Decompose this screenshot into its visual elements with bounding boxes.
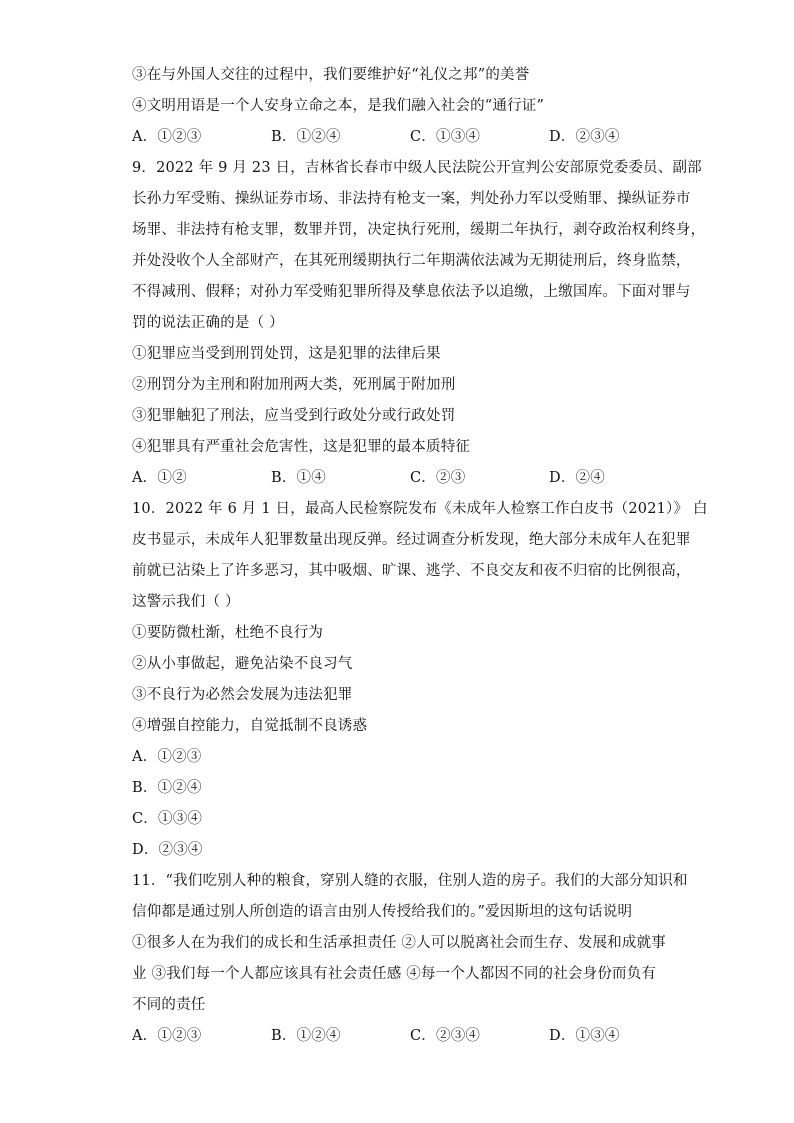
q11-option-c: C．②③④ bbox=[410, 1028, 481, 1044]
q10-stem-line: 10．2022 年 6 月 1 日，最高人民检察院发布《未成年人检察工作白皮书（2021）》 白 bbox=[132, 501, 708, 517]
q10-item-3: ③不良行为必然会发展为违法犯罪 bbox=[132, 687, 353, 703]
q9-item-2: ②刑罚分为主刑和附加刑两大类，死刑属于附加刑 bbox=[132, 377, 456, 393]
q11-stem-line: 信仰都是通过别人所创造的语言由别人传授给我们的。”爱因斯坦的这句话说明 bbox=[132, 904, 633, 920]
q9-options bbox=[132, 463, 662, 494]
q11-stem-line: ①很多人在为我们的成长和生活承担责任 ②人可以脱离社会而生存、发展和成就事 bbox=[132, 935, 667, 951]
q9-item-1: ①犯罪应当受到刑罚处罚，这是犯罪的法律后果 bbox=[132, 346, 441, 362]
q11-options bbox=[132, 1021, 662, 1052]
q9-option-b: B．①④ bbox=[271, 470, 326, 486]
prev-option-b: B．①②④ bbox=[271, 129, 341, 145]
prev-item-4: ④文明用语是一个人安身立命之本，是我们融入社会的“通行证” bbox=[132, 98, 545, 114]
q9-stem-line: 9．2022 年 9 月 23 日，吉林省长春市中级人民法院公开宣判公安部原党委委员、副部 bbox=[132, 160, 702, 176]
q10-stem-line: 这警示我们（ ） bbox=[132, 594, 240, 610]
q9-stem-line: 长孙力军受贿、操纵证券市场、非法持有枪支一案，判处孙力军以受贿罪、操纵证券市 bbox=[132, 191, 691, 207]
q9-stem-line: 罚的说法正确的是（ ） bbox=[132, 315, 284, 331]
q10-item-1: ①要防微杜渐，杜绝不良行为 bbox=[132, 625, 324, 641]
q11-stem-line: 11．“我们吃别人种的粮食，穿别人缝的衣服，住别人造的房子。我们的大部分知识和 bbox=[132, 873, 688, 889]
q10-option-d: D．②③④ bbox=[132, 842, 203, 858]
q11-option-a: A．①②③ bbox=[132, 1028, 202, 1044]
q9-option-a: A．①② bbox=[132, 470, 187, 486]
exam-page bbox=[132, 60, 708, 1052]
q10-option-c: C．①③④ bbox=[132, 811, 203, 827]
q10-option-b: B．①②④ bbox=[132, 780, 202, 796]
prev-options bbox=[132, 122, 662, 153]
q9-stem-line: 不得减刑、假释；对孙力军受贿犯罪所得及孳息依法予以追缴，上缴国库。下面对罪与 bbox=[132, 284, 691, 300]
q9-option-c: C．②③ bbox=[410, 470, 466, 486]
q11-option-d: D．①③④ bbox=[549, 1028, 620, 1044]
prev-item-3: ③在与外国人交往的过程中，我们要维护好“礼仪之邦”的美誉 bbox=[132, 67, 530, 83]
q9-item-3: ③犯罪触犯了刑法，应当受到行政处分或行政处罚 bbox=[132, 408, 456, 424]
q11-option-b: B．①②④ bbox=[271, 1028, 341, 1044]
q10-stem-line: 前就已沾染上了许多恶习，其中吸烟、旷课、逃学、不良交友和夜不归宿的比例很高， bbox=[132, 563, 691, 579]
q11-stem-line: 业 ③我们每一个人都应该具有社会责任感 ④每一个人都因不同的社会身份而负有 bbox=[132, 966, 657, 982]
prev-option-c: C．①③④ bbox=[410, 129, 481, 145]
prev-option-d: D．②③④ bbox=[549, 129, 620, 145]
prev-option-a: A．①②③ bbox=[132, 129, 202, 145]
q9-stem-line: 场罪、非法持有枪支罪，数罪并罚，决定执行死刑，缓期二年执行，剥夺政治权利终身， bbox=[132, 222, 706, 238]
q11-stem-line: 不同的责任 bbox=[132, 997, 206, 1013]
q10-stem-line: 皮书显示，未成年人犯罪数量出现反弹。经过调查分析发现，绝大部分未成年人在犯罪 bbox=[132, 532, 691, 548]
q9-item-4: ④犯罪具有严重社会危害性，这是犯罪的最本质特征 bbox=[132, 439, 471, 455]
q10-item-2: ②从小事做起，避免沾染不良习气 bbox=[132, 656, 353, 672]
q9-stem-line: 并处没收个人全部财产，在其死刑缓期执行二年期满依法减为无期徒刑后，终身监禁， bbox=[132, 253, 691, 269]
q9-option-d: D．②④ bbox=[549, 470, 605, 486]
q10-item-4: ④增强自控能力，自觉抵制不良诱惑 bbox=[132, 718, 368, 734]
q10-option-a: A．①②③ bbox=[132, 749, 202, 765]
